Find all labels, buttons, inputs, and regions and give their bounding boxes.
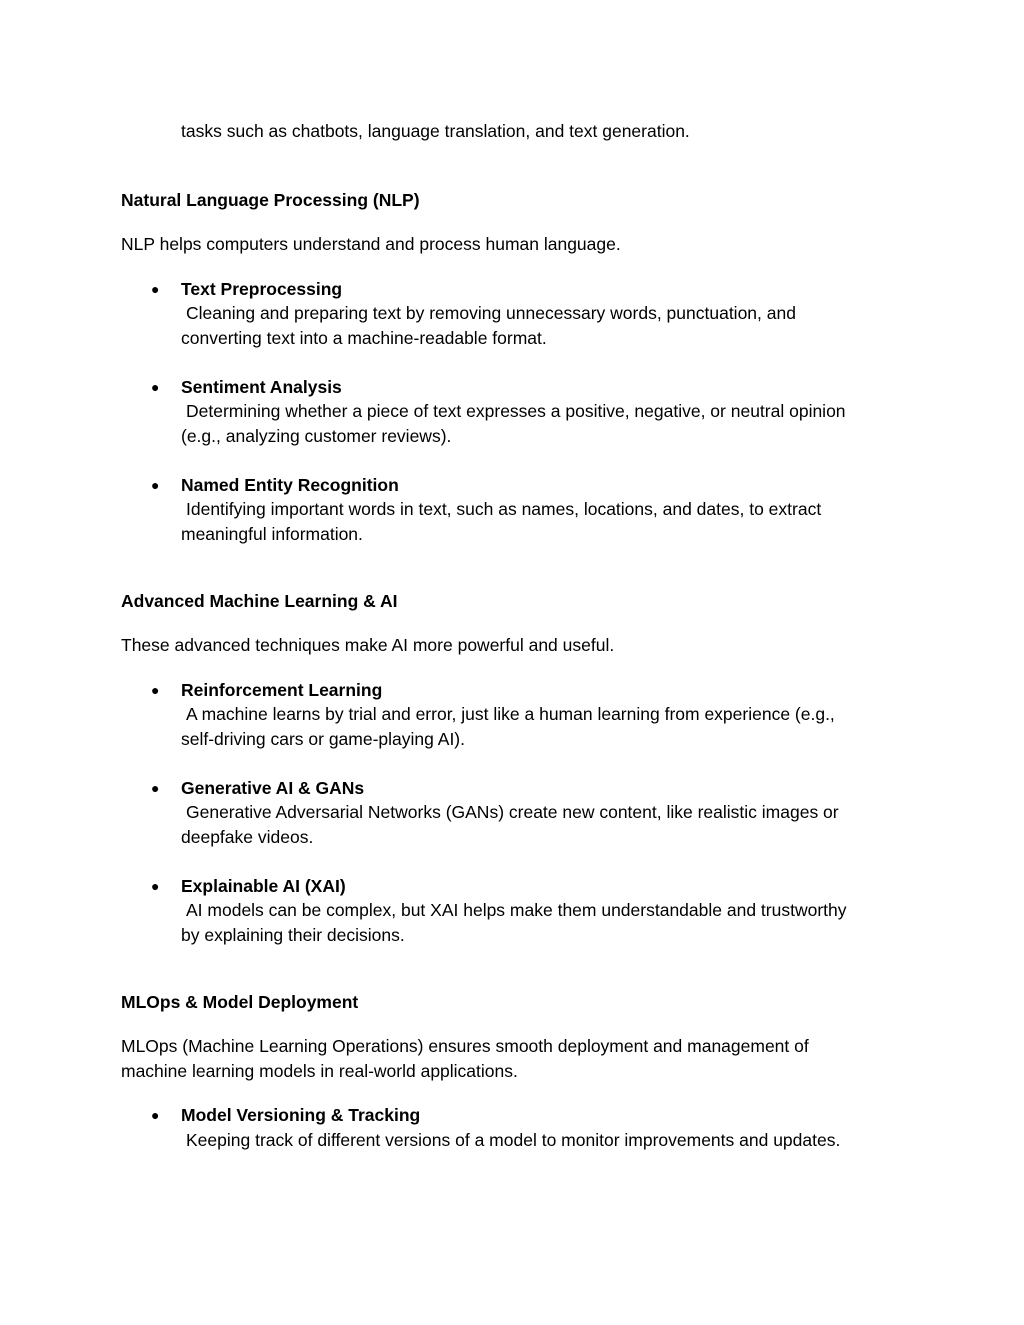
bullet-description: converting text into a machine-readable format. bbox=[181, 327, 547, 348]
bullet-description: self-driving cars or game-playing AI). bbox=[181, 728, 465, 749]
bullet-title: Generative AI & GANs bbox=[181, 777, 365, 798]
bullet-icon: ● bbox=[151, 1107, 160, 1123]
bullet-description: (e.g., analyzing customer reviews). bbox=[181, 425, 452, 446]
bullet-title: Named Entity Recognition bbox=[181, 474, 399, 495]
section-heading: Advanced Machine Learning & AI bbox=[121, 591, 398, 611]
section-advanced-ml bbox=[121, 589, 901, 947]
bullet-icon: ● bbox=[151, 476, 160, 493]
bullet-list bbox=[121, 277, 901, 547]
bullet-icon: ● bbox=[151, 280, 160, 297]
bullet-icon: ● bbox=[151, 681, 160, 698]
list-item bbox=[121, 874, 901, 948]
list-item bbox=[121, 678, 901, 752]
section-mlops bbox=[121, 990, 901, 1152]
list-item bbox=[121, 1103, 901, 1152]
bullet-list bbox=[121, 678, 901, 948]
bullet-description: by explaining their decisions. bbox=[181, 924, 405, 945]
bullet-icon: ● bbox=[151, 779, 160, 796]
bullet-icon: ● bbox=[151, 378, 160, 395]
bullet-description: meaningful information. bbox=[181, 523, 363, 544]
list-item bbox=[121, 473, 901, 547]
bullet-description: Identifying important words in text, such as names, locations, and dates, to extract bbox=[186, 499, 822, 519]
section-heading: MLOps & Model Deployment bbox=[121, 992, 359, 1012]
section-nlp bbox=[121, 188, 901, 546]
section-intro bbox=[121, 1034, 901, 1083]
bullet-description: Cleaning and preparing text by removing unnecessary words, punctuation, and bbox=[186, 303, 796, 323]
section-intro: These advanced techniques make AI more powerful and useful. bbox=[121, 635, 615, 655]
bullet-title: Text Preprocessing bbox=[181, 278, 343, 299]
bullet-description: AI models can be complex, but XAI helps make them understandable and trustworthy bbox=[186, 900, 847, 920]
bullet-list bbox=[121, 1103, 901, 1152]
bullet-description: Generative Adversarial Networks (GANs) create new content, like realistic images or bbox=[186, 802, 839, 822]
list-item bbox=[121, 277, 901, 351]
carryover-paragraph: tasks such as chatbots, language translation, and text generation. bbox=[181, 121, 690, 141]
bullet-title: Sentiment Analysis bbox=[181, 376, 342, 397]
bullet-icon: ● bbox=[151, 877, 160, 894]
bullet-description: A machine learns by trial and error, just like a human learning from experience (e.g., bbox=[186, 704, 835, 724]
section-intro-line: MLOps (Machine Learning Operations) ensures smooth deployment and management of bbox=[121, 1036, 809, 1056]
list-item bbox=[121, 776, 901, 850]
bullet-title: Explainable AI (XAI) bbox=[181, 875, 346, 896]
bullet-description: Determining whether a piece of text expresses a positive, negative, or neutral opinion bbox=[186, 401, 846, 421]
bullet-title: Model Versioning & Tracking bbox=[181, 1105, 421, 1125]
bullet-description: Keeping track of different versions of a model to monitor improvements and updates. bbox=[186, 1129, 841, 1150]
bullet-description: deepfake videos. bbox=[181, 826, 314, 847]
section-heading: Natural Language Processing (NLP) bbox=[121, 190, 420, 210]
section-intro-line: machine learning models in real-world applications. bbox=[121, 1060, 518, 1081]
list-item bbox=[121, 375, 901, 449]
section-intro: NLP helps computers understand and process human language. bbox=[121, 234, 621, 254]
bullet-title: Reinforcement Learning bbox=[181, 679, 383, 700]
